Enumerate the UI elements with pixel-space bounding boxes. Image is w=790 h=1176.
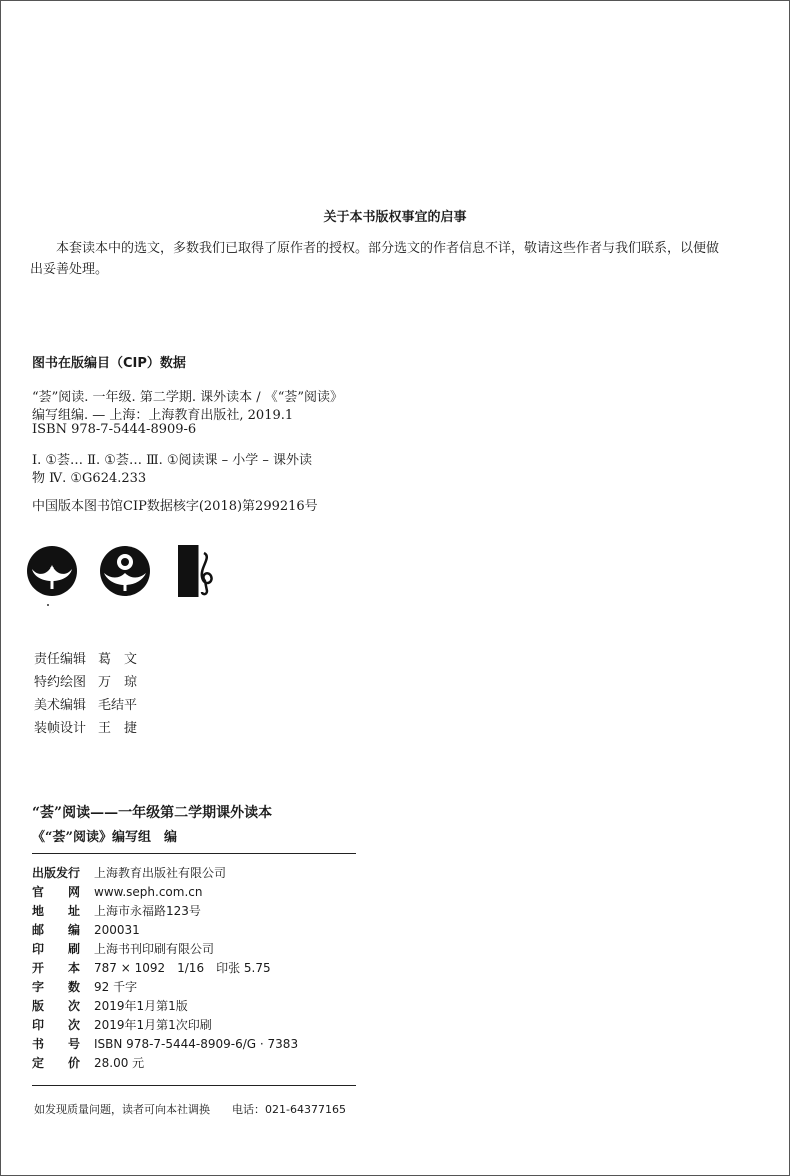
- credit-name: 王 捷: [98, 721, 138, 736]
- pub-value: 28.00 元: [94, 1056, 145, 1070]
- divider: [32, 853, 356, 854]
- pub-value: 787 × 1092 1/16 印张 5.75: [94, 961, 271, 975]
- credit-row: [34, 671, 137, 690]
- pub-row: [32, 1054, 144, 1071]
- cip-line: Ⅰ. ①荟… Ⅱ. ①荟… Ⅲ. ①阅读课 – 小学 – 课外读: [32, 453, 313, 468]
- pub-row: [32, 978, 137, 995]
- credit-row: [34, 648, 137, 667]
- pub-label: 书 号: [32, 1037, 81, 1051]
- pub-value: 上海教育出版社有限公司: [94, 866, 227, 880]
- cip-title: 图书在版编目（CIP）数据: [32, 356, 186, 371]
- pub-value: 上海市永福路123号: [94, 904, 201, 918]
- pub-row: [32, 997, 188, 1014]
- book-editor: 《“荟”阅读》编写组 编: [32, 830, 177, 845]
- pub-row: [32, 1035, 298, 1052]
- pub-row: [32, 921, 140, 938]
- flower-logo-icon: [99, 545, 151, 597]
- credit-role: 责任编辑: [34, 652, 87, 667]
- pub-label: 版 次: [32, 999, 81, 1013]
- pub-label: 印 次: [32, 1018, 81, 1032]
- pub-row: [32, 959, 271, 976]
- pub-value: ISBN 978-7-5444-8909-6/G · 7383: [94, 1037, 299, 1051]
- notice-body: 本套读本中的选文，多数我们已取得了原作者的授权。部分选文的作者信息不详，敬请这些作者与我们联系，以便做出妥善处理。: [30, 241, 720, 277]
- book-title: “荟”阅读——一年级第二学期课外读本: [32, 805, 273, 821]
- pub-value: 2019年1月第1次印刷: [94, 1018, 212, 1032]
- cip-line: “荟”阅读. 一年级. 第二学期. 课外读本 / 《“荟”阅读》: [32, 390, 344, 405]
- pub-label: 开 本: [32, 961, 81, 975]
- pub-row: [32, 940, 214, 957]
- pub-label: 出版发行: [32, 866, 81, 880]
- credit-name: 万 琼: [98, 675, 138, 690]
- credit-name: 毛结平: [98, 698, 138, 713]
- logo-dot: [47, 604, 49, 606]
- pub-value: 92 千字: [94, 980, 138, 994]
- cip-number: 中国版本图书馆CIP数据核字(2018)第299216号: [32, 499, 318, 514]
- pub-label: 印 刷: [32, 942, 81, 956]
- pub-row: [32, 1016, 212, 1033]
- pub-row: [32, 883, 202, 900]
- pub-row: [32, 864, 226, 881]
- pub-value: www.seph.com.cn: [94, 885, 203, 899]
- pub-label: 邮 编: [32, 923, 81, 937]
- pub-row: [32, 902, 201, 919]
- seedling-logo-icon: [26, 545, 78, 597]
- credit-row: [34, 717, 137, 736]
- pub-label: 官 网: [32, 885, 81, 899]
- credit-name: 葛 文: [98, 652, 138, 667]
- pub-label: 定 价: [32, 1056, 81, 1070]
- cip-line: 物 Ⅳ. ①G624.233: [32, 471, 147, 486]
- pub-value: 上海书刊印刷有限公司: [94, 942, 215, 956]
- notice-title: 关于本书版权事宜的启事: [323, 210, 467, 225]
- pub-label: 字 数: [32, 980, 81, 994]
- cip-line: ISBN 978-7-5444-8909-6: [32, 422, 197, 437]
- pub-value: 200031: [94, 923, 140, 937]
- pub-label: 地 址: [32, 904, 81, 918]
- credit-role: 特约绘图: [34, 675, 87, 690]
- footer-note: 如发现质量问题，读者可向本社调换 电话：021-64377165: [34, 1103, 346, 1116]
- cip-line: 编写组编. — 上海：上海教育出版社, 2019.1: [32, 408, 294, 423]
- divider: [32, 1085, 356, 1086]
- music-clef-logo-icon: [178, 545, 218, 597]
- pub-value: 2019年1月第1版: [94, 999, 188, 1013]
- credit-row: [34, 694, 137, 713]
- credit-role: 装帧设计: [34, 721, 87, 736]
- credit-role: 美术编辑: [34, 698, 87, 713]
